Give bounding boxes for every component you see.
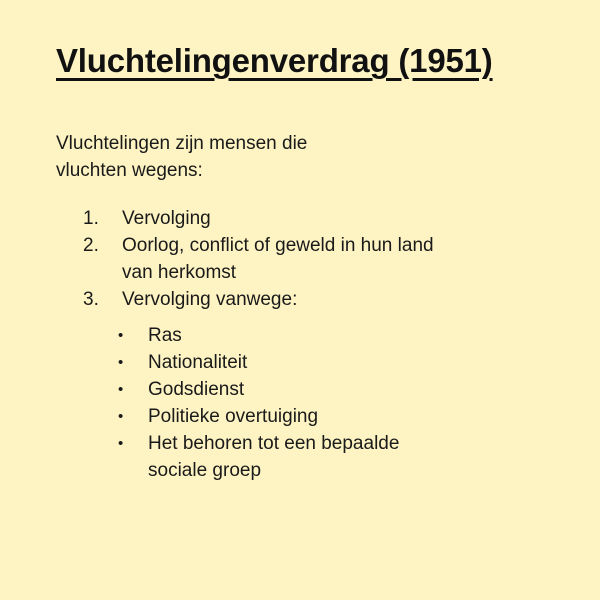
bullet-icon: • — [118, 354, 124, 371]
list-item — [56, 205, 456, 232]
bullet-item-text: Politieke overtuiging — [148, 406, 319, 427]
numbered-list — [56, 205, 456, 313]
bullet-item — [116, 403, 456, 430]
bullet-item-text: Godsdienst — [148, 379, 245, 400]
list-item — [56, 232, 456, 286]
bullet-item-text: Het behoren tot een bepaalde sociale groep — [148, 433, 400, 481]
list-number: 2. — [83, 235, 99, 256]
list-item-text: Vervolging vanwege: — [122, 289, 298, 310]
bullet-icon: • — [118, 408, 124, 425]
intro-text: Vluchtelingen zijn mensen die vluchten wegens: — [56, 133, 308, 181]
bullet-item — [116, 376, 456, 403]
bullet-item-text: Nationaliteit — [148, 352, 248, 373]
bullet-item — [116, 349, 456, 376]
bullet-item — [116, 322, 456, 349]
list-item-text: Oorlog, conflict of geweld in hun land van herkomst — [122, 235, 434, 283]
bullet-list — [116, 322, 456, 484]
list-item-text: Vervolging — [122, 208, 211, 229]
list-item — [56, 286, 456, 313]
list-number: 3. — [83, 289, 99, 310]
bullet-icon: • — [118, 381, 124, 398]
bullet-item-text: Ras — [148, 325, 182, 346]
bullet-icon: • — [118, 327, 124, 344]
bullet-item — [116, 430, 456, 484]
list-number: 1. — [83, 208, 99, 229]
page-title: Vluchtelingenverdrag (1951) — [56, 42, 493, 79]
bullet-icon: • — [118, 435, 124, 452]
